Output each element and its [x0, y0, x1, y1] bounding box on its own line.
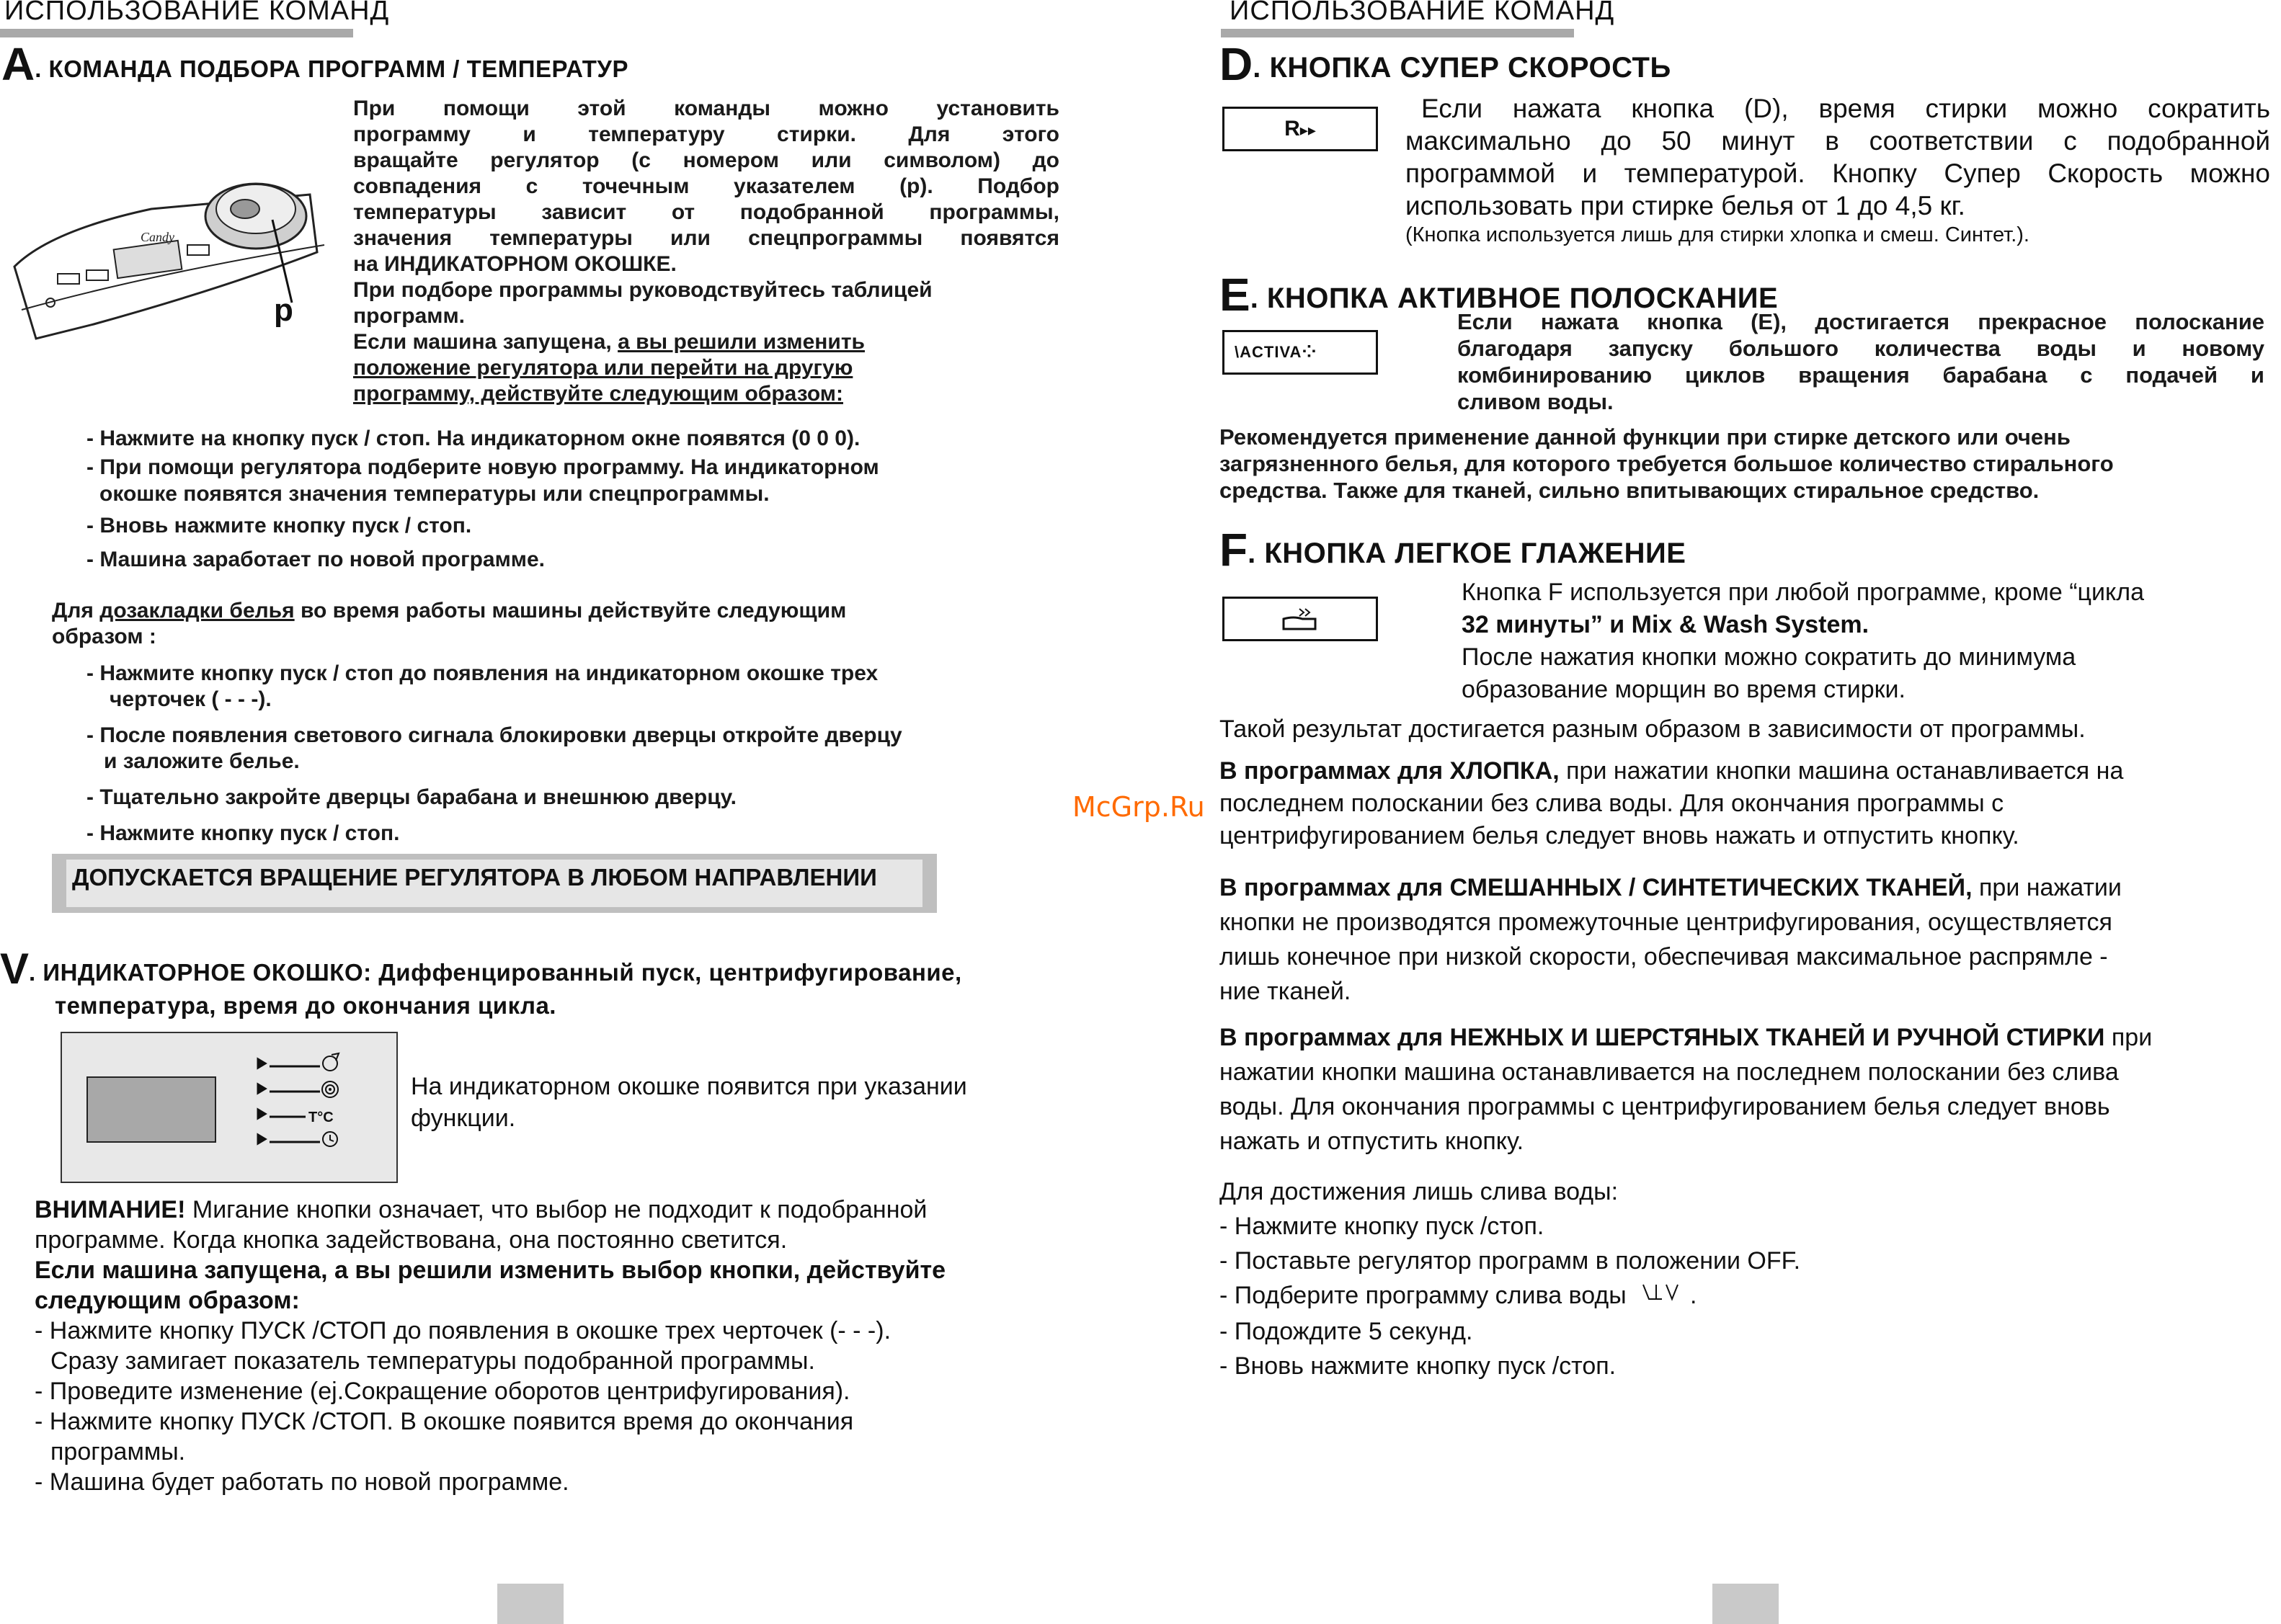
- warning-line: [35, 1195, 1065, 1225]
- left-page-header: ИСПОЛЬЗОВАНИЕ КОМАНД: [4, 0, 390, 26]
- drain-block: [1219, 1174, 2279, 1383]
- reload-step: и заложите белье.: [104, 749, 300, 773]
- mixed-text: при нажатии: [1972, 874, 2122, 901]
- intro-line: на ИНДИКАТОРНОМ ОКОШКЕ.: [353, 252, 677, 276]
- section-e-recommend: [1219, 424, 2264, 504]
- step-item: окошке появятся значения температуры или спецпрограммы.: [99, 482, 770, 506]
- warning-line: - Нажмите кнопку ПУСК /СТОП. В окошке появится время до окончания: [35, 1408, 854, 1435]
- delicate-line: нажать и отпустить кнопку.: [1219, 1128, 1524, 1155]
- reload-step: - Нажмите кнопку пуск / стоп.: [86, 821, 400, 845]
- mixed-line: [1219, 870, 2279, 905]
- section-e-title: . КНОПКА АКТИВНОЕ ПОЛОСКАНИЕ: [1250, 282, 1779, 314]
- mixed-paragraph: [1219, 870, 2279, 1009]
- reload-step: черточек ( - - -).: [110, 687, 272, 711]
- reload-underlined: дозакладки белья: [99, 599, 295, 623]
- delicate-paragraph: [1219, 1020, 2279, 1159]
- section-d-text-end: [1405, 189, 2270, 248]
- indicator-line: функции.: [411, 1105, 516, 1132]
- warning-line: - Проведите изменение (ej.Сокращение оборотов центрифугирования).: [35, 1378, 850, 1405]
- drain-title: Для достижения лишь слива воды:: [1219, 1178, 1619, 1205]
- running-line: [353, 329, 1059, 355]
- warning-line: следующим образом:: [35, 1287, 300, 1314]
- warning-block: [35, 1195, 1065, 1497]
- drain-step: - Поставьте регулятор программ в положении OFF.: [1219, 1247, 1801, 1275]
- d-line: использовать при стирке белья от 1 до 4,5 кг.: [1405, 191, 1965, 220]
- left-header-bar: [0, 29, 353, 37]
- section-f-text: [1462, 576, 2269, 706]
- running-line: положение регулятора или перейти на другую: [353, 356, 853, 380]
- delayed-start-icon: [323, 1053, 339, 1071]
- running-underlined: а вы решили изменить: [618, 330, 865, 354]
- cotton-text: при нажатии кнопки машина останавливается на: [1559, 757, 2124, 785]
- mixed-line: лишь конечное при низкой скорости, обеспечивая максимальное распрямле -: [1219, 943, 2108, 971]
- warning-line: программе. Когда кнопка задействована, она постоянно светится.: [35, 1226, 788, 1254]
- e-line: комбинированию циклов вращения барабана с подачей и: [1457, 362, 2264, 388]
- recommend-line: средства. Также для тканей, сильно впитывающих стиральное средство.: [1219, 478, 2040, 503]
- reload-intro: [52, 598, 1061, 650]
- active-rinse-label: ACTIVA: [1240, 343, 1302, 361]
- active-rinse-button: \ACTIVA⁘: [1222, 330, 1378, 375]
- warning-line: - Машина будет работать по новой программе.: [35, 1468, 569, 1496]
- e-line: Если нажата кнопка (E), достигается прекрасное полоскание: [1457, 309, 2264, 334]
- watermark: McGrp.Ru: [1072, 791, 1205, 823]
- intro-line: температуры зависит от подобранной программы,: [353, 200, 1059, 224]
- section-e-text: [1457, 308, 2264, 415]
- drain-icon: [1640, 1280, 1684, 1314]
- left-page-number-tab: [497, 1584, 564, 1624]
- brand-label: Candy: [141, 230, 174, 244]
- running-prefix: Если машина запущена,: [353, 330, 618, 354]
- cotton-paragraph: [1219, 755, 2279, 852]
- section-d-title: . КНОПКА СУПЕР СКОРОСТЬ: [1253, 52, 1671, 84]
- d-line: максимально до 50 минут в соответствии с подобранной: [1405, 126, 2270, 156]
- cotton-line: [1219, 755, 2279, 788]
- intro-line: программу и температуру стирки. Для этого: [353, 122, 1059, 146]
- section-e-letter: E: [1219, 269, 1250, 321]
- section-f-title: . КНОПКА ЛЕГКОЕ ГЛАЖЕНИЕ: [1248, 537, 1686, 569]
- drain-step: - Подождите 5 секунд.: [1219, 1318, 1473, 1346]
- indicator-line: На индикаторном окошке появится при указании: [411, 1073, 967, 1100]
- f-line: 32 минуты” и Mix & Wash System.: [1462, 611, 1869, 638]
- section-v-heading: [0, 944, 1067, 1020]
- reload-step: - Нажмите кнопку пуск / стоп до появления на индикаторном окошке трех: [86, 661, 879, 685]
- reload-steps: [86, 661, 1095, 847]
- section-a-title: . КОМАНДА ПОДБОРА ПРОГРАММ / ТЕМПЕРАТУР: [35, 55, 628, 82]
- result-line: Такой результат достигается разным образом в зависимости от программы.: [1219, 715, 2086, 743]
- section-d-letter: D: [1219, 38, 1253, 90]
- step-item: - Вновь нажмите кнопку пуск / стоп.: [86, 514, 472, 537]
- intro-line: программ.: [353, 304, 465, 328]
- delicate-line: воды. Для окончания программы с центрифугированием белья следует вновь: [1219, 1093, 2110, 1120]
- delicate-line: [1219, 1020, 2279, 1055]
- section-d-heading: [1219, 37, 1671, 91]
- right-page-header: ИСПОЛЬЗОВАНИЕ КОМАНД: [1230, 0, 1615, 26]
- rotation-note: ДОПУСКАЕТСЯ ВРАЩЕНИЕ РЕГУЛЯТОРА В ЛЮБОМ НАПРАВЛЕНИИ: [66, 860, 922, 907]
- recommend-line: Рекомендуется применение данной функции при стирке детского или очень: [1219, 424, 2071, 450]
- section-v-letter: V: [0, 945, 30, 993]
- reload-line: [52, 598, 1061, 624]
- super-speed-button: [1222, 107, 1378, 151]
- reload-prefix: Для: [52, 599, 100, 623]
- section-a-intro: [353, 96, 1059, 251]
- delicate-bold: В программах для НЕЖНЫХ И ШЕРСТЯНЫХ ТКАНЕЙ И РУЧНОЙ СТИРКИ: [1219, 1024, 2105, 1051]
- cotton-line: последнем полоскании без слива воды. Для окончания программы с: [1219, 790, 2004, 817]
- warning-text: Мигание кнопки означает, что выбор не подходит к подобранной: [185, 1196, 928, 1223]
- drain-step: - Вновь нажмите кнопку пуск /стоп.: [1219, 1352, 1617, 1380]
- cotton-line: центрифугированием белья следует вновь нажать и отпустить кнопку.: [1219, 822, 2019, 849]
- section-d-text: [1405, 92, 2270, 189]
- shower-icon: ⁘: [1302, 342, 1317, 362]
- drain-step-text: - Подберите программу слива воды: [1219, 1282, 1627, 1309]
- e-line: сливом воды.: [1457, 389, 1614, 414]
- f-line: образование морщин во время стирки.: [1462, 676, 1906, 703]
- delicate-line: нажатии кнопки машина останавливается на последнем полоскании без слива: [1219, 1058, 2119, 1086]
- warning-line: Сразу замигает показатель температуры подобранной программы.: [50, 1347, 815, 1375]
- indicator-panel: [61, 1032, 398, 1183]
- drain-step: - Нажмите кнопку пуск /стоп.: [1219, 1213, 1544, 1240]
- fast-forward-icon: ▸▸: [1299, 121, 1316, 139]
- mixed-line: ние тканей.: [1219, 978, 1351, 1005]
- d-note: (Кнопка используется лишь для стирки хлопка и смеш. Синтет.).: [1405, 223, 2029, 246]
- d-line: программой и температурой. Кнопку Супер Скорость можно: [1405, 159, 2270, 188]
- section-f-letter: F: [1219, 524, 1248, 576]
- right-header-bar: [1221, 29, 1574, 37]
- section-a-letter: A: [1, 38, 35, 90]
- intro-line: При подборе программы руководствуйтесь таблицей: [353, 278, 933, 302]
- step-item: - Машина заработает по новой программе.: [86, 548, 546, 571]
- spin-icon: [322, 1081, 338, 1097]
- section-f-result: [1219, 713, 2272, 746]
- mixed-bold: В программах для СМЕШАННЫХ / СИНТЕТИЧЕСКИХ ТКАНЕЙ,: [1219, 874, 1973, 901]
- reload-step: - После появления светового сигнала блокировки дверцы откройте дверцу: [86, 723, 902, 747]
- section-a-heading: [1, 37, 628, 91]
- f-line: Кнопка F используется при любой программе, кроме “цикла: [1462, 579, 2145, 606]
- d-line: Если нажата кнопка (D), время стирки можно сократить: [1421, 94, 2270, 123]
- e-line: благодаря запуску большого количества воды и новому: [1457, 336, 2264, 361]
- drain-step: - Подберите программу слива воды .: [1219, 1278, 2279, 1314]
- section-a-steps: [86, 421, 1067, 576]
- section-f-heading: [1219, 523, 1686, 576]
- reload-step: - Тщательно закройте дверцы барабана и внешнюю дверцу.: [86, 785, 737, 809]
- recommend-line: загрязненного белья, для которого требуется большое количество стирального: [1219, 451, 2114, 476]
- delicate-text: при: [2104, 1024, 2153, 1051]
- control-panel-illustration: [7, 166, 339, 346]
- super-speed-label: R: [1284, 117, 1300, 140]
- intro-line: совпадения с точечным указателем (p). Подбор: [353, 174, 1059, 198]
- intro-line: значения температуры или спецпрограммы появятся: [353, 226, 1059, 250]
- f-line: После нажатия кнопки можно сократить до минимума: [1462, 643, 2076, 671]
- step-item: - Нажмите на кнопку пуск / стоп. На индикаторном окне появятся (0 0 0).: [86, 427, 861, 450]
- indicator-description: [411, 1071, 1074, 1134]
- running-line: программу, действуйте следующим образом:: [353, 382, 843, 406]
- warning-line: программы.: [50, 1438, 186, 1465]
- section-a-intro-cont: [353, 251, 1059, 407]
- pointer-label: p: [274, 293, 293, 328]
- reload-line: образом :: [52, 625, 156, 648]
- end-time-icon: [323, 1132, 337, 1146]
- section-v-title-line2: температура, время до окончания цикла.: [55, 992, 556, 1019]
- mixed-line: кнопки не производятся промежуточные центрифугирования, осуществляется: [1219, 909, 2112, 936]
- reload-suffix: во время работы машины действуйте следующим: [294, 599, 847, 623]
- warning-line: Если машина запущена, а вы решили изменить выбор кнопки, действуйте: [35, 1257, 946, 1284]
- indicator-display: [86, 1076, 216, 1143]
- temperature-icon: T°C: [308, 1110, 334, 1125]
- iron-icon: [1224, 599, 1376, 639]
- right-page-number-tab: [1712, 1584, 1779, 1624]
- cotton-bold: В программах для ХЛОПКА,: [1219, 757, 1560, 785]
- intro-line: При помощи этой команды можно установить: [353, 97, 1059, 120]
- warning-line: - Нажмите кнопку ПУСК /СТОП до появления в окошке трех черточек (- - -).: [35, 1317, 891, 1344]
- easy-iron-button: [1222, 597, 1378, 641]
- intro-line: вращайте регулятор (с номером или символом) до: [353, 148, 1059, 172]
- indicator-icons: [255, 1048, 385, 1170]
- step-item: - При помощи регулятора подберите новую программу. На индикаторном: [86, 455, 879, 479]
- warning-label: ВНИМАНИЕ!: [35, 1196, 186, 1223]
- rotation-note-box: [52, 854, 937, 913]
- section-v-title: . ИНДИКАТОРНОЕ ОКОШКО: Диффенцированный пуск, центрифугирование,: [29, 959, 962, 986]
